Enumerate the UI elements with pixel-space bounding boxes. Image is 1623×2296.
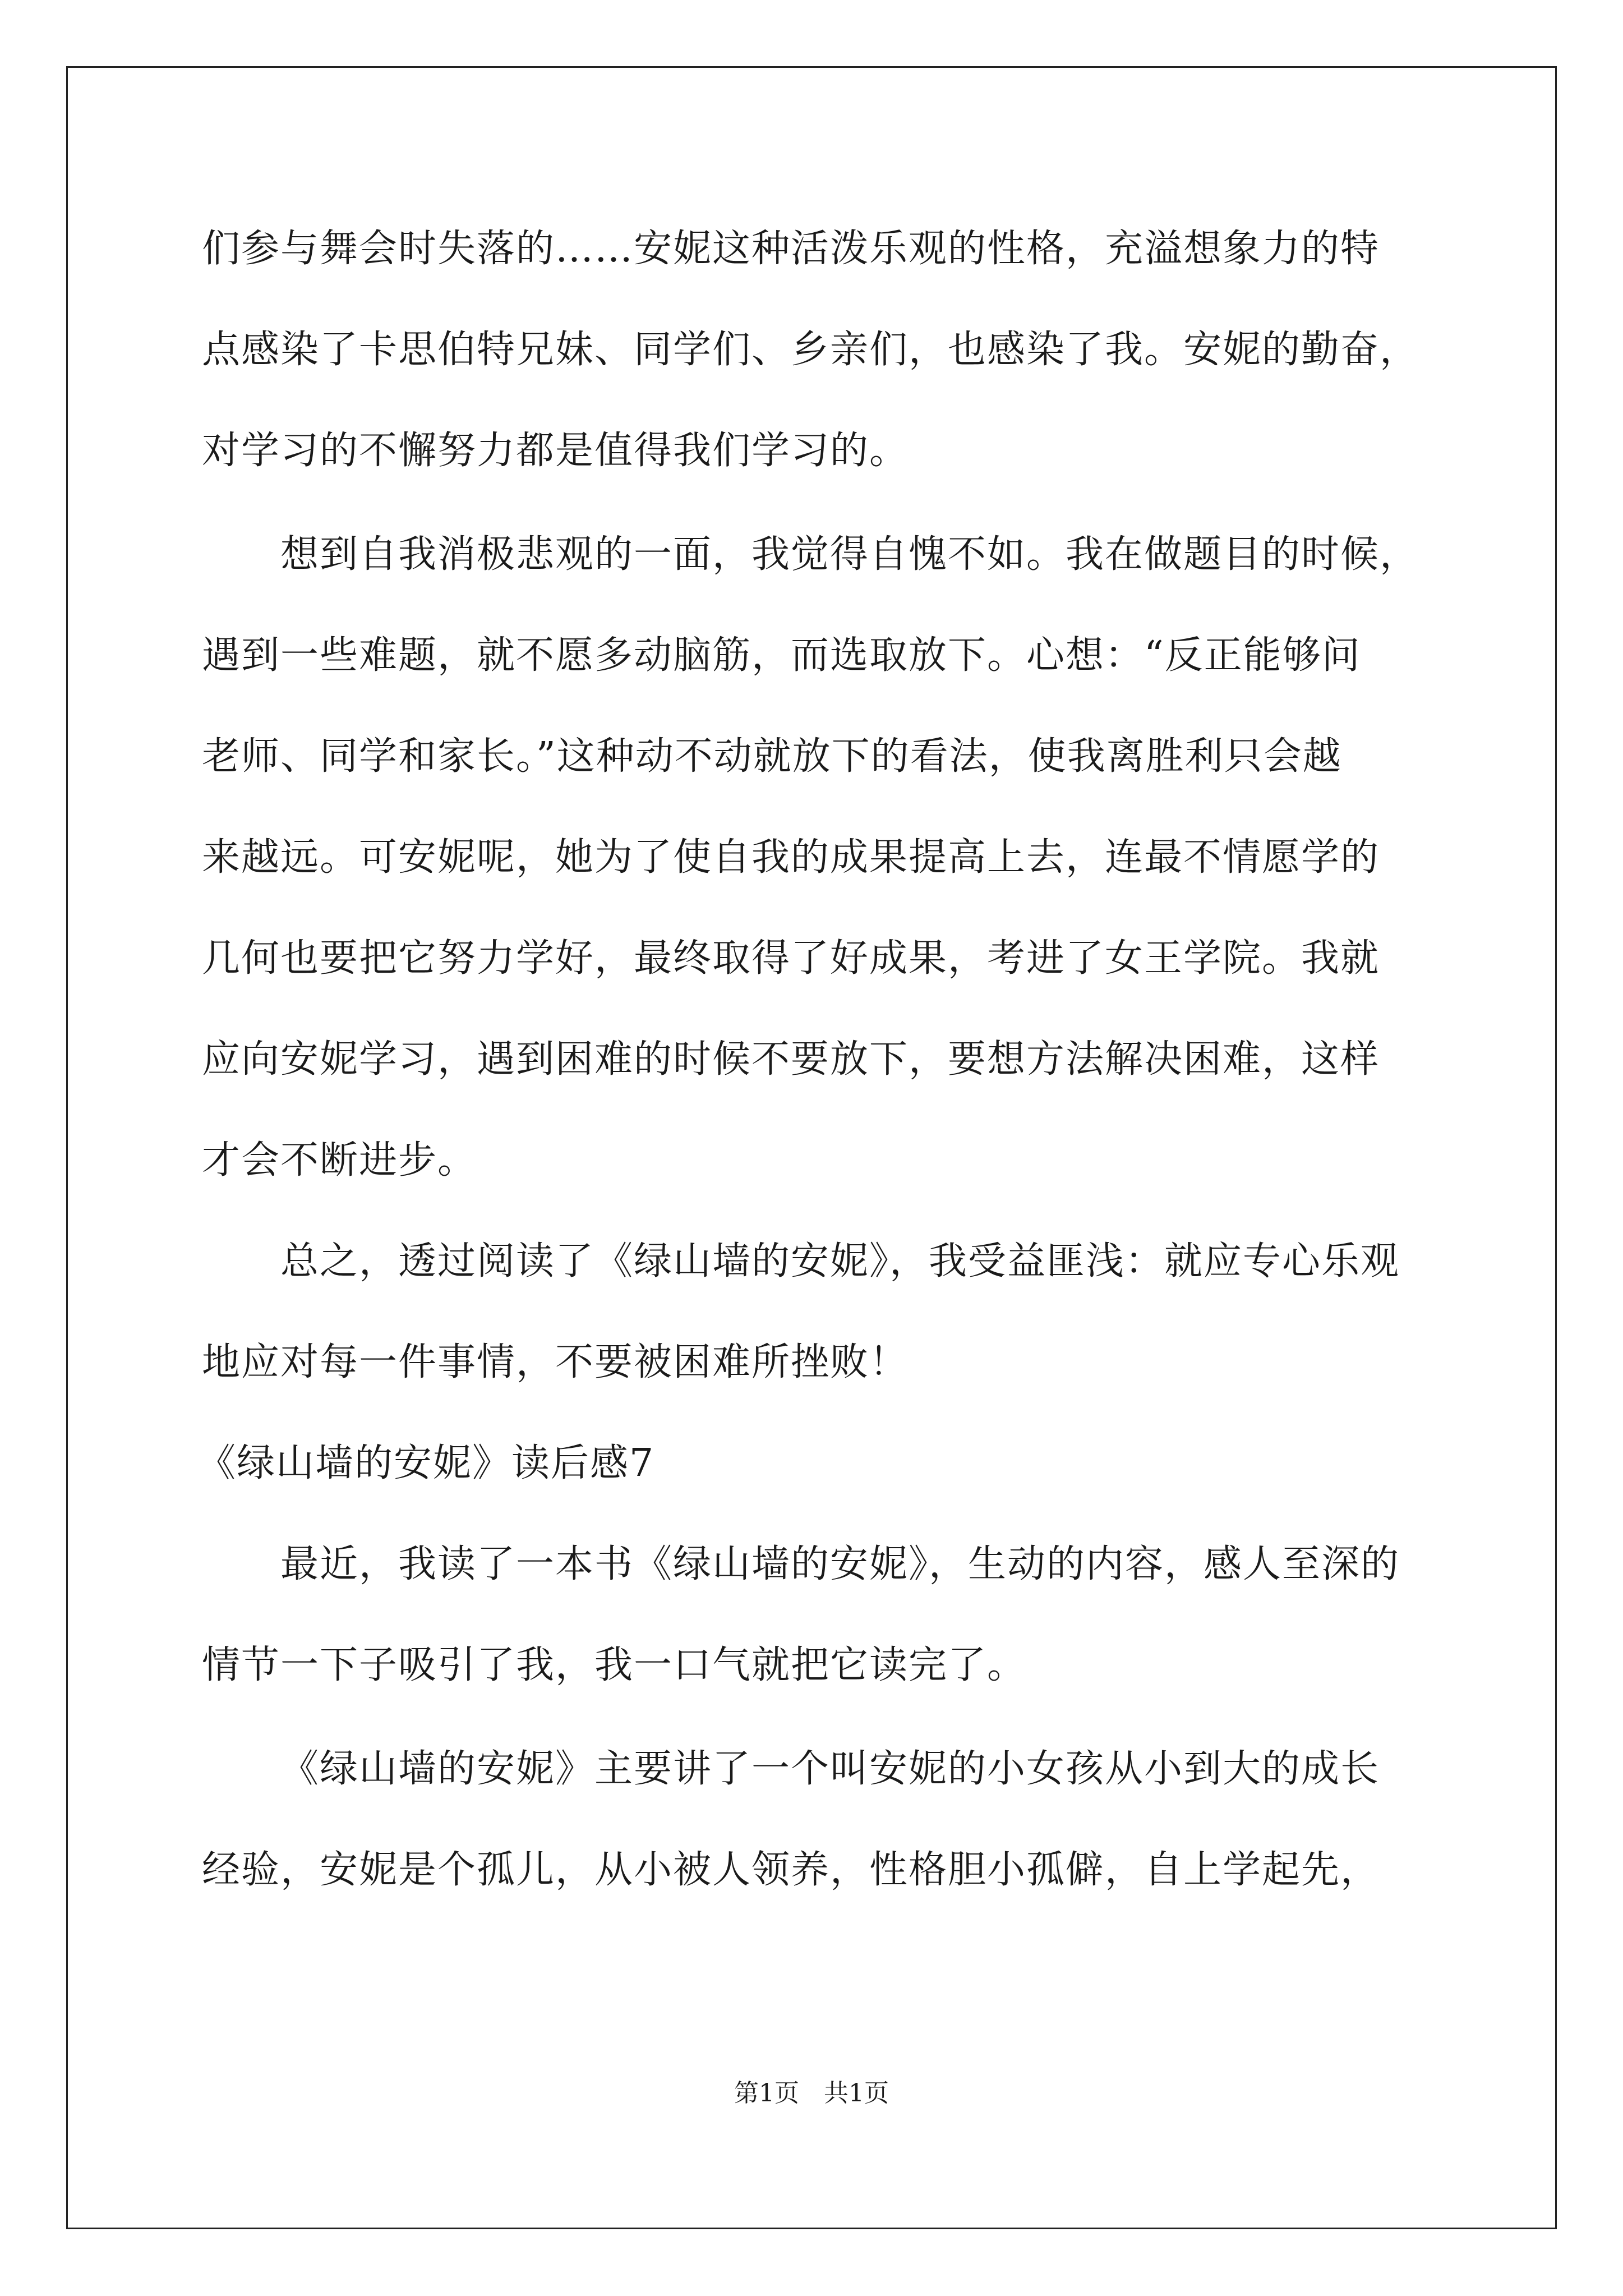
paragraph-start-line: 想到自我消极悲观的一面，我觉得自愧不如。我在做题目的时候，	[280, 532, 1419, 577]
body-line: 遇到一些难题，就不愿多动脑筋，而选取放下。心想：“反正能够问	[202, 633, 1361, 678]
paragraph-start-line: 总之，透过阅读了《绿山墙的安妮》，我受益匪浅：就应专心乐观	[280, 1239, 1400, 1283]
body-line: 老师、同学和家长。”这种动不动就放下的看法，使我离胜利只会越	[202, 734, 1342, 779]
body-line: 几何也要把它努力学好，最终取得了好成果，考进了女王学院。我就	[202, 936, 1380, 981]
body-line: 经验，安妮是个孤儿，从小被人领养，性格胆小孤僻，自上学起先，	[202, 1848, 1380, 1892]
paragraph-start-line: 最近，我读了一本书《绿山墙的安妮》，生动的内容，感人至深的	[280, 1542, 1400, 1586]
body-line: 点感染了卡思伯特兄妹、同学们、乡亲们，也感染了我。安妮的勤奋，	[202, 328, 1419, 372]
body-line: 对学习的不懈努力都是值得我们学习的。	[202, 429, 909, 473]
section-heading: 《绿山墙的安妮》读后感7	[197, 1441, 655, 1485]
page-number-footer: 第1页 共1页	[734, 2079, 889, 2108]
body-line: 们参与舞会时失落的……安妮这种活泼乐观的性格，充溢想象力的特	[202, 227, 1380, 271]
body-line: 地应对每一件事情，不要被困难所挫败！	[202, 1340, 909, 1384]
paragraph-start-line: 《绿山墙的安妮》主要讲了一个叫安妮的小女孩从小到大的成长	[280, 1747, 1380, 1791]
body-line: 应向安妮学习，遇到困难的时候不要放下，要想方法解决困难，这样	[202, 1037, 1380, 1082]
body-line: 来越远。可安妮呢，她为了使自我的成果提高上去，连最不情愿学的	[202, 835, 1380, 880]
body-line: 情节一下子吸引了我，我一口气就把它读完了。	[202, 1643, 1027, 1687]
body-line: 才会不断进步。	[202, 1138, 477, 1182]
